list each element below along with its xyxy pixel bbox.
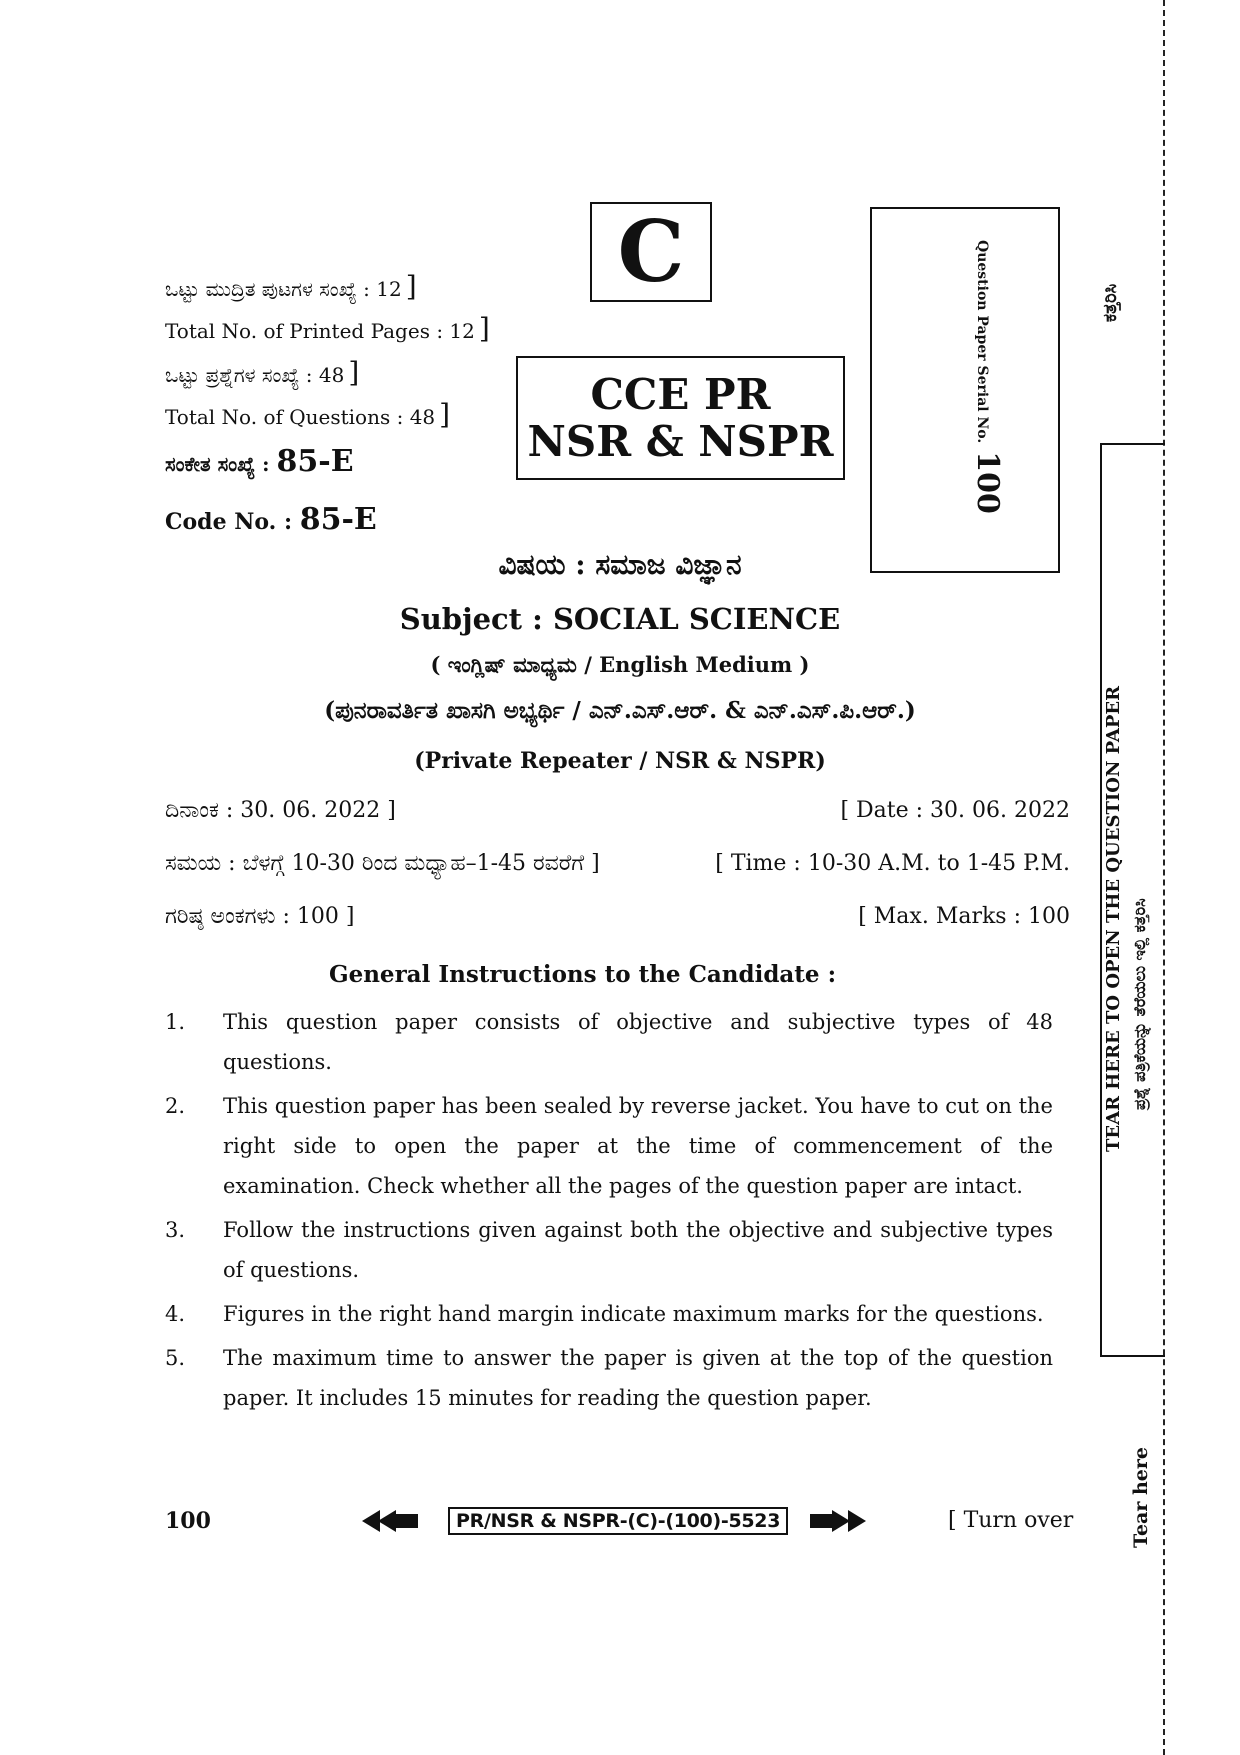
en-date: [ Date : 30. 06. 2022 bbox=[840, 798, 1070, 823]
kn-marks: ಗರಿಷ್ಠ ಅಂಕಗಳು : 100 ] bbox=[165, 904, 355, 929]
instruction-item: 3. Follow the instructions given against both the objective and subjective types of questions. bbox=[165, 1218, 1053, 1282]
kn-total-questions: ಒಟ್ಟು ಪ್ರಶ್ನೆಗಳ ಸಂಖ್ಯೆ : 48 ] bbox=[165, 356, 360, 389]
arrow-right-icon bbox=[808, 1508, 868, 1534]
exam-type-box bbox=[516, 356, 845, 480]
version-letter-box: C bbox=[590, 202, 712, 302]
exam-type-line1: CCE PR bbox=[590, 369, 771, 419]
serial-number: Question Paper Serial No.100 bbox=[970, 240, 1005, 514]
page-number: 100 bbox=[165, 1508, 211, 1534]
serial-number-box bbox=[870, 207, 1060, 573]
en-code-number: Code No. : 85-E bbox=[165, 502, 377, 537]
marks-row bbox=[165, 904, 1070, 929]
kn-total-pages: ಒಟ್ಟು ಮುದ್ರಿತ ಪುಟಗಳ ಸಂಖ್ಯೆ : 12 ] bbox=[165, 270, 417, 303]
kn-date: ದಿನಾಂಕ : 30. 06. 2022 ] bbox=[165, 798, 396, 823]
kn-tear-top: ಕತ್ತರಿಸಿ bbox=[1100, 283, 1121, 322]
kn-time: ಸಮಯ : ಬೆಳಗ್ಗೆ 10-30 ರಿಂದ ಮಧ್ಯಾಹ–1-45 ರವರೆಗೆ ] bbox=[165, 851, 600, 876]
exam-type-line2: NSR & NSPR bbox=[527, 417, 834, 466]
kn-code-number: ಸಂಕೇತ ಸಂಖ್ಯೆ : 85-E bbox=[165, 444, 354, 479]
instruction-item: 4. Figures in the right hand margin indicate maximum marks for the questions. bbox=[165, 1302, 1044, 1326]
arrow-left-icon bbox=[362, 1508, 422, 1534]
kn-category: (ಪುನರಾವರ್ತಿತ ಖಾಸಗಿ ಅಭ್ಯರ್ಥಿ / ಎನ್.ಎಸ್.ಆರ್. & ಎನ್.ಎಸ್.ಪಿ.ಆರ್.) bbox=[324, 697, 916, 724]
kn-subject: ವಿಷಯ : ಸಮಾಜ ವಿಜ್ಞಾನ bbox=[498, 548, 742, 581]
medium: ( ಇಂಗ್ಲಿಷ್ ಮಾಧ್ಯಮ / English Medium ) bbox=[430, 652, 810, 677]
kn-tear-main: ಪ್ರಶ್ನೆ ಪತ್ರಿಕೆಯನ್ನು ತೆರೆಯಲು ಇಲ್ಲಿ ಕತ್ತರಿಸಿ bbox=[1130, 898, 1149, 1110]
time-row bbox=[165, 851, 1070, 876]
instruction-item: 2. This question paper has been sealed by reverse jacket. You have to cut on the right side to open the paper at the time of commencement of the examination. Check whether all the pages of the question paper are intact. bbox=[165, 1094, 1053, 1198]
en-tear-bottom: Tear here bbox=[1130, 1447, 1152, 1548]
turn-over: [ Turn over bbox=[948, 1508, 1074, 1533]
instructions-title: General Instructions to the Candidate : bbox=[328, 961, 837, 988]
en-total-pages: Total No. of Printed Pages : 12 ] bbox=[165, 312, 490, 345]
date-row bbox=[165, 798, 1070, 823]
en-time: [ Time : 10-30 A.M. to 1-45 P.M. bbox=[715, 851, 1070, 876]
en-category: (Private Repeater / NSR & NSPR) bbox=[414, 748, 826, 774]
en-total-questions: Total No. of Questions : 48 ] bbox=[165, 398, 451, 431]
paper-code: PR/NSR & NSPR-(C)-(100)-5523 bbox=[448, 1507, 788, 1535]
en-tear-main: TEAR HERE TO OPEN THE QUESTION PAPER bbox=[1103, 685, 1124, 1152]
en-marks: [ Max. Marks : 100 bbox=[858, 904, 1070, 929]
instructions-list bbox=[165, 1002, 1053, 1422]
instruction-item: 1. This question paper consists of objective and subjective types of 48 questions. bbox=[165, 1010, 1053, 1074]
en-subject: Subject : SOCIAL SCIENCE bbox=[399, 602, 841, 636]
instruction-item: 5. The maximum time to answer the paper is given at the top of the question paper. It includes 15 minutes for reading the question paper. bbox=[165, 1346, 1053, 1410]
